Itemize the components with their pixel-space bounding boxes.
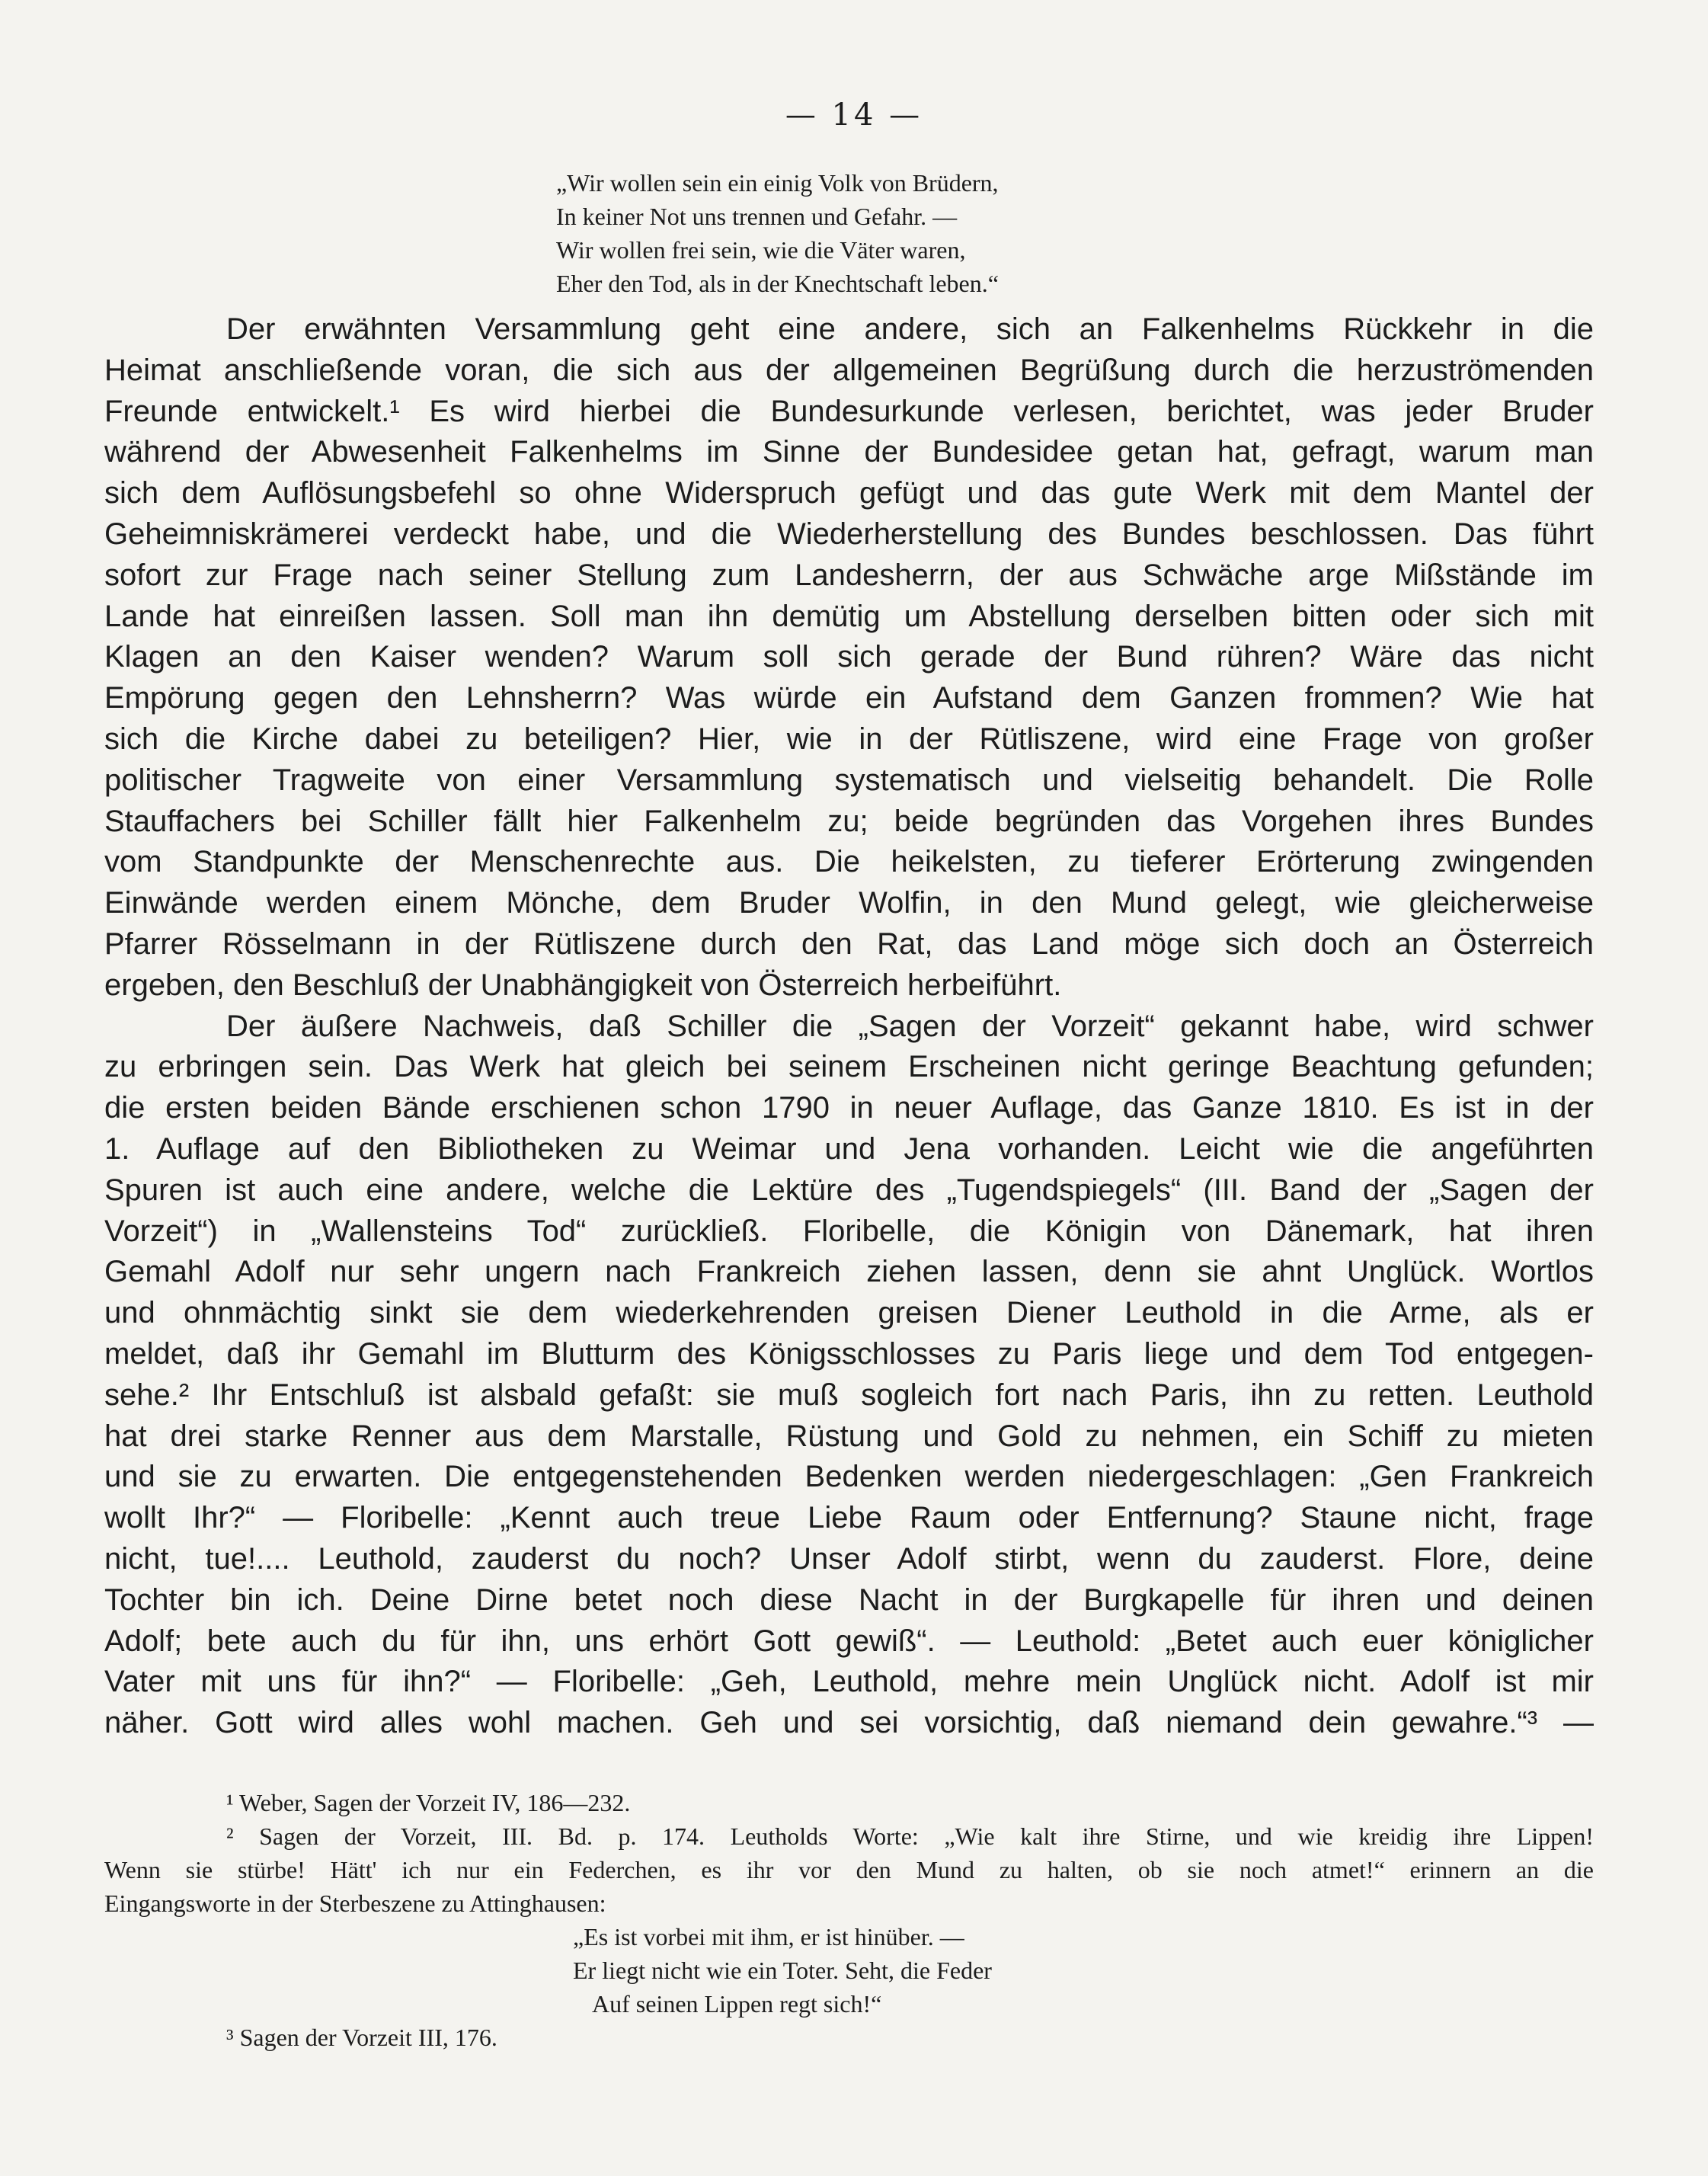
text-line: meldet, daß ihr Gemahl im Blutturm des Königsschlosses zu Paris liege und dem Tod entgegen- (104, 1336, 1594, 1371)
footnote-3 (104, 2021, 1594, 2054)
text-line: Spuren ist auch eine andere, welche die Lektüre des „Tugendspiegels“ (III. Band der „Sagen der (104, 1173, 1594, 1207)
text-line: 1. Auflage auf den Bibliotheken zu Weimar und Jena vorhanden. Leicht wie die angeführten (104, 1131, 1594, 1166)
text-line: Lande hat einreißen lassen. Soll man ihn demütig um Abstellung derselben bitten oder sich mit (104, 599, 1594, 633)
body-text (104, 309, 1594, 1744)
paragraph-2 (104, 1006, 1594, 1744)
text-line: sich dem Auflösungsbefehl so ohne Widerspruch gefügt und das gute Werk mit dem Mantel der (104, 476, 1594, 510)
footnote-line: ³ Sagen der Vorzeit III, 176. (226, 2024, 497, 2051)
text-line: ergeben, den Beschluß der Unabhängigkeit von Österreich herbeiführt. (104, 968, 1062, 1002)
text-line: politischer Tragweite von einer Versammlung systematisch und vielseitig behandelt. Die Rolle (104, 763, 1594, 797)
verse-line: Er liegt nicht wie ein Toter. Seht, die Feder (573, 1957, 992, 1984)
text-line: und ohnmächtig sinkt sie dem wiederkehrenden greisen Diener Leuthold in die Arme, als er (104, 1296, 1594, 1330)
text-line: Empörung gegen den Lehnsherrn? Was würde ein Aufstand dem Ganzen frommen? Wie hat (104, 681, 1594, 715)
text-line: während der Abwesenheit Falkenhelms im Sinne der Bundesidee getan hat, gefragt, warum man (104, 435, 1594, 469)
text-line: näher. Gott wird alles wohl machen. Geh und sei vorsichtig, daß niemand dein gewahre.“³ — (104, 1706, 1594, 1740)
text-line: Vorzeit“) in „Wallensteins Tod“ zurückließ. Floribelle, die Königin von Dänemark, hat ihren (104, 1214, 1594, 1248)
text-line: Einwände werden einem Mönche, dem Bruder Wolfin, in den Mund gelegt, wie gleicherweise (104, 886, 1594, 920)
text-line: nicht, tue!.... Leuthold, zauderst du noch? Unser Adolf stirbt, wenn du zauderst. Flore, deine (104, 1541, 1594, 1576)
text-line: Freunde entwickelt.¹ Es wird hierbei die Bundesurkunde verlesen, berichtet, was jeder Bruder (104, 394, 1594, 428)
motto-line: Eher den Tod, als in der Knechtschaft leben.“ (556, 270, 999, 297)
text-line: Der äußere Nachweis, daß Schiller die „Sagen der Vorzeit“ gekannt habe, wird schwer (226, 1009, 1594, 1043)
footnote-line: Wenn sie stürbe! Hätt' ich nur ein Federchen, es ihr vor den Mund zu halten, ob sie noch atmet!“ erinnern an die (104, 1856, 1594, 1883)
text-line: und sie zu erwarten. Die entgegenstehenden Bedenken werden niedergeschlagen: „Gen Frankreich (104, 1460, 1594, 1494)
motto-verse (556, 166, 1242, 300)
text-line: sich die Kirche dabei zu beteiligen? Hier, wie in der Rütliszene, wird eine Frage von großer (104, 722, 1594, 756)
text-line: Pfarrer Rösselmann in der Rütliszene durch den Rat, das Land möge sich doch an Österreich (104, 926, 1594, 961)
footnote-1 (104, 1786, 1594, 1819)
text-line: zu erbringen sein. Das Werk hat gleich bei seinem Erscheinen nicht geringe Beachtung gefunden; (104, 1050, 1594, 1084)
footnote-verse (104, 1920, 1594, 2021)
footnote-line: ² Sagen der Vorzeit, III. Bd. p. 174. Leutholds Worte: „Wie kalt ihre Stirne, und wie kreidig ihre Lippen! (226, 1822, 1594, 1850)
text-line: wollt Ihr?“ — Floribelle: „Kennt auch treue Liebe Raum oder Entfernung? Staune nicht, frage (104, 1501, 1594, 1535)
verse-line: Auf seinen Lippen regt sich!“ (592, 1990, 882, 2018)
footnotes (104, 1786, 1594, 2054)
text-line: Adolf; bete auch du für ihn, uns erhört Gott gewiß“. — Leuthold: „Betet auch euer königlicher (104, 1624, 1594, 1658)
footnote-2 (104, 1819, 1594, 2021)
paragraph-1 (104, 309, 1594, 1006)
text-line: Klagen an den Kaiser wenden? Warum soll sich gerade der Bund rühren? Wäre das nicht (104, 640, 1594, 674)
text-line: hat drei starke Renner aus dem Marstalle, Rüstung und Gold zu nehmen, ein Schiff zu mieten (104, 1419, 1594, 1453)
text-line: Tochter bin ich. Deine Dirne betet noch diese Nacht in der Burgkapelle für ihren und deinen (104, 1582, 1594, 1617)
text-line: sehe.² Ihr Entschluß ist alsbald gefaßt: sie muß sogleich fort nach Paris, ihn zu retten. Leuthold (104, 1378, 1594, 1412)
text-line: Geheimniskrämerei verdeckt habe, und die Wiederherstellung des Bundes beschlossen. Das führt (104, 517, 1594, 551)
text-line: die ersten beiden Bände erschienen schon 1790 in neuer Auflage, das Ganze 1810. Es ist in der (104, 1091, 1594, 1125)
text-line: Vater mit uns für ihn?“ — Floribelle: „Geh, Leuthold, mehre mein Unglück nicht. Adolf ist mir (104, 1665, 1594, 1699)
text-line: Der erwähnten Versammlung geht eine andere, sich an Falkenhelms Rückkehr in die (226, 312, 1594, 346)
text-line: Gemahl Adolf nur sehr ungern nach Frankreich ziehen lassen, denn sie ahnt Unglück. Wortlos (104, 1255, 1594, 1289)
text-line: vom Standpunkte der Menschenrechte aus. Die heikelsten, zu tieferer Erörterung zwingenden (104, 845, 1594, 879)
page-number: — 14 — (785, 98, 923, 133)
verse-line: „Es ist vorbei mit ihm, er ist hinüber. — (573, 1923, 964, 1950)
motto-line: „Wir wollen sein ein einig Volk von Brüdern, (556, 169, 999, 197)
motto-line: Wir wollen frei sein, wie die Väter waren, (556, 236, 966, 264)
text-line: Heimat anschließende voran, die sich aus der allgemeinen Begrüßung durch die herzuströmenden (104, 353, 1594, 387)
text-line: sofort zur Frage nach seiner Stellung zum Landesherrn, der aus Schwäche arge Mißstände im (104, 558, 1594, 592)
motto-line: In keiner Not uns trennen und Gefahr. — (556, 203, 958, 230)
text-line: Stauffachers bei Schiller fällt hier Falkenhelm zu; beide begründen das Vorgehen ihres Bundes (104, 804, 1594, 838)
footnote-line: Eingangsworte in der Sterbeszene zu Attinghausen: (104, 1890, 606, 1917)
footnote-line: ¹ Weber, Sagen der Vorzeit IV, 186—232. (226, 1789, 631, 1816)
